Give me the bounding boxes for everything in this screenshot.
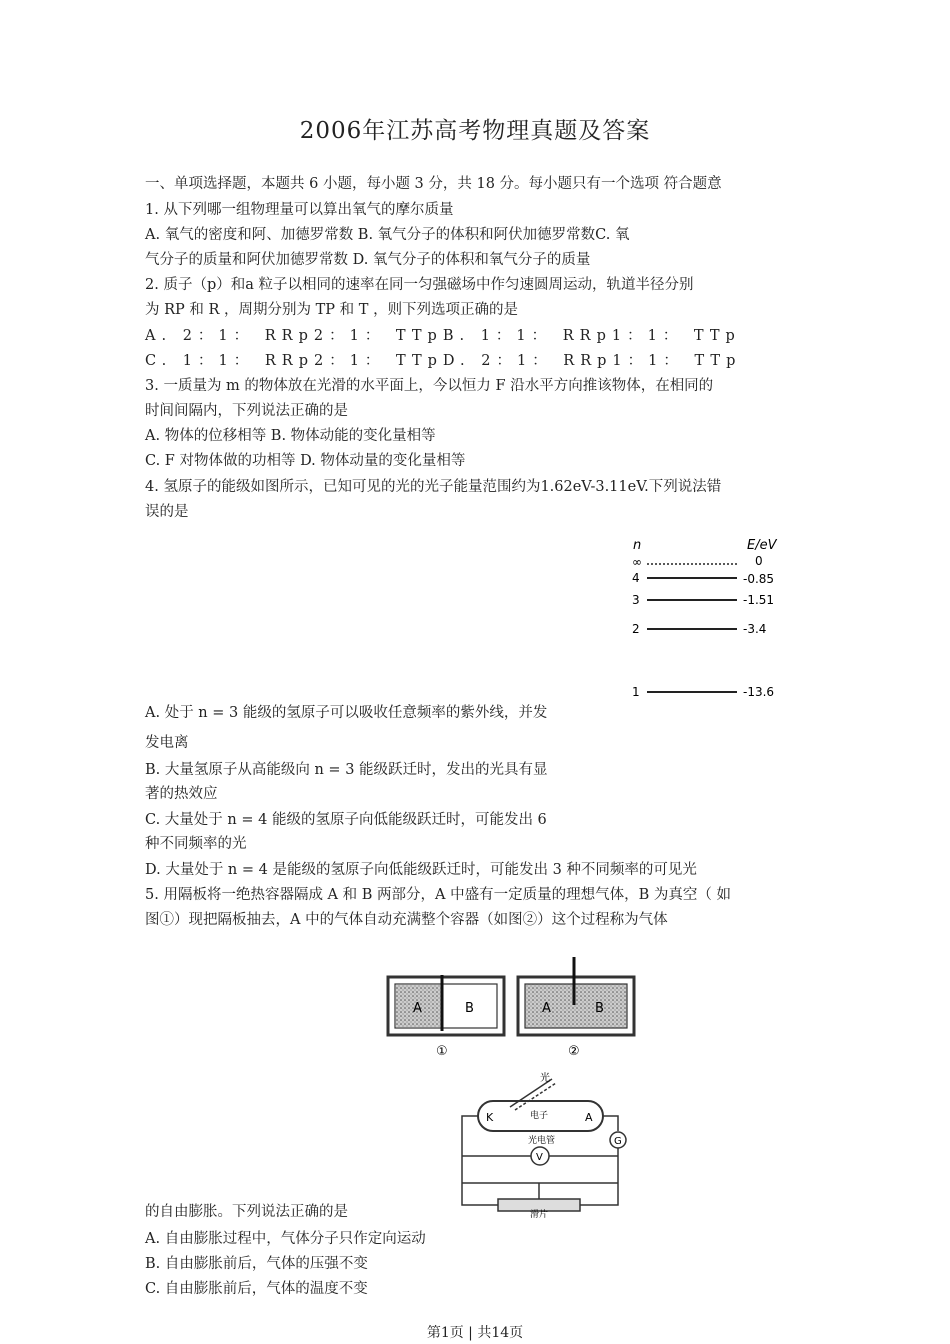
level-e-2: -3.4 — [743, 622, 767, 636]
electron-label: 电子 — [530, 1111, 549, 1121]
q2-options-ab: A. 2：1： RRp2：1： TTpB. 1：1： RRp1：1： TTp — [145, 328, 741, 344]
box2-label-a: A — [542, 1001, 551, 1016]
level-n-1: 1 — [632, 685, 640, 699]
container-figure-2 — [518, 957, 634, 1059]
container-figure-1 — [388, 975, 504, 1059]
tube-label: 光电管 — [528, 1136, 556, 1146]
q4-stem-line2: 误的是 — [145, 504, 189, 520]
col-n-label: n — [633, 538, 642, 553]
q3-options-cd: C. F 对物体做的功相等 D. 物体动量的变化量相等 — [145, 453, 466, 469]
q1-options-line1: A. 氧气的密度和阿、加德罗常数 B. 氧气分子的体积和阿伏加德罗常数C. 氧 — [145, 227, 630, 243]
level-e-1: -13.6 — [743, 685, 775, 699]
container-and-circuit-figure — [380, 955, 650, 1220]
level-n-3: 3 — [632, 593, 640, 607]
q5-stem-line2: 图①）现把隔板抽去，A 中的气体自动充满整个容器（如图②）这个过程称为气体 — [145, 912, 668, 928]
q5-option-c: C. 自由膨胀前后，气体的温度不变 — [145, 1281, 368, 1297]
rheostat-label: 滑片 — [530, 1210, 549, 1220]
section-header: 一、单项选择题，本题共 6 小题，每小题 3 分，共 18 分。每小题只有一个选项 符合题意 — [145, 176, 722, 192]
q3-stem-line2: 时间间隔内，下列说法正确的是 — [145, 403, 348, 419]
box1-label-a: A — [413, 1001, 422, 1016]
anode-label: A — [585, 1111, 593, 1124]
box2-label-b: B — [595, 1001, 604, 1016]
q4-stem-line1: 4. 氢原子的能级如图所示，已知可见的光的光子能量范围约为1.62eV-3.11eV.下列说法错 — [145, 479, 722, 495]
q1-options-line2: 气分子的质量和阿伏加德罗常数 D. 氧气分子的体积和氧气分子的质量 — [145, 252, 591, 268]
galvanometer-label: G — [614, 1136, 622, 1147]
light-ray-2 — [515, 1083, 556, 1110]
level-n-2: 2 — [632, 622, 640, 636]
q2-stem-line1: 2. 质子（p）和a 粒子以相同的速率在同一匀强磁场中作匀速圆周运动，轨道半径分别 — [145, 277, 694, 293]
voltmeter-label: V — [536, 1152, 543, 1163]
q5-stem-line3: 的自由膨胀。下列说法正确的是 — [145, 1204, 348, 1220]
figure-label-2: ② — [568, 1044, 580, 1059]
level-e-3: -1.51 — [743, 593, 775, 607]
q2-stem-line2: 为 RP 和 R ，周期分别为 TP 和 T ，则下列选项正确的是 — [145, 302, 519, 318]
q4-option-b-line2: 著的热效应 — [145, 786, 218, 802]
photoelectric-circuit — [462, 1071, 626, 1220]
level-n-inf: ∞ — [632, 555, 642, 569]
q3-stem-line1: 3. 一质量为 m 的物体放在光滑的水平面上，今以恒力 F 沿水平方向推该物体，在相同的 — [145, 378, 714, 394]
q5-option-a: A. 自由膨胀过程中，气体分子只作定向运动 — [145, 1231, 426, 1247]
page-title: 2006年江苏高考物理真题及答案 — [299, 118, 651, 144]
level-e-inf: 0 — [755, 554, 763, 568]
q4-option-d: D. 大量处于 n = 4 是能级的氢原子向低能级跃迁时，可能发出 3 种不同频率的可见光 — [145, 862, 697, 878]
q2-options-cd: C. 1：1： RRp2：1： TTpD. 2：1： RRp1：1： TTp — [145, 353, 742, 369]
page-footer: 第1页 | 共14页 — [426, 1325, 524, 1341]
level-n-4: 4 — [632, 571, 640, 585]
level-e-4: -0.85 — [743, 572, 775, 586]
q4-option-a-line2: 发电离 — [145, 735, 189, 751]
energy-level-diagram — [625, 533, 800, 703]
q4-option-c-line1: C. 大量处于 n = 4 能级的氢原子向低能级跃迁时，可能发出 6 — [145, 812, 547, 828]
q4-option-b-line1: B. 大量氢原子从高能级向 n = 3 能级跃迁时，发出的光具有显 — [145, 762, 548, 778]
figure-label-1: ① — [436, 1044, 448, 1059]
q5-stem-line1: 5. 用隔板将一绝热容器隔成 A 和 B 两部分，A 中盛有一定质量的理想气体，B 为真空（ 如 — [145, 887, 731, 903]
light-label: 光 — [540, 1073, 550, 1084]
q4-option-a-line1: A. 处于 n = 3 能级的氢原子可以吸收任意频率的紫外线，并发 — [145, 705, 548, 721]
q3-options-ab: A. 物体的位移相等 B. 物体动能的变化量相等 — [145, 428, 436, 444]
q4-option-c-line2: 种不同频率的光 — [145, 836, 247, 852]
q5-option-b: B. 自由膨胀前后，气体的压强不变 — [145, 1256, 368, 1272]
cathode-label: K — [486, 1111, 494, 1124]
box1-label-b: B — [465, 1001, 474, 1016]
col-e-label: E/eV — [747, 538, 777, 553]
q1-stem: 1. 从下列哪一组物理量可以算出氧气的摩尔质量 — [145, 202, 454, 218]
